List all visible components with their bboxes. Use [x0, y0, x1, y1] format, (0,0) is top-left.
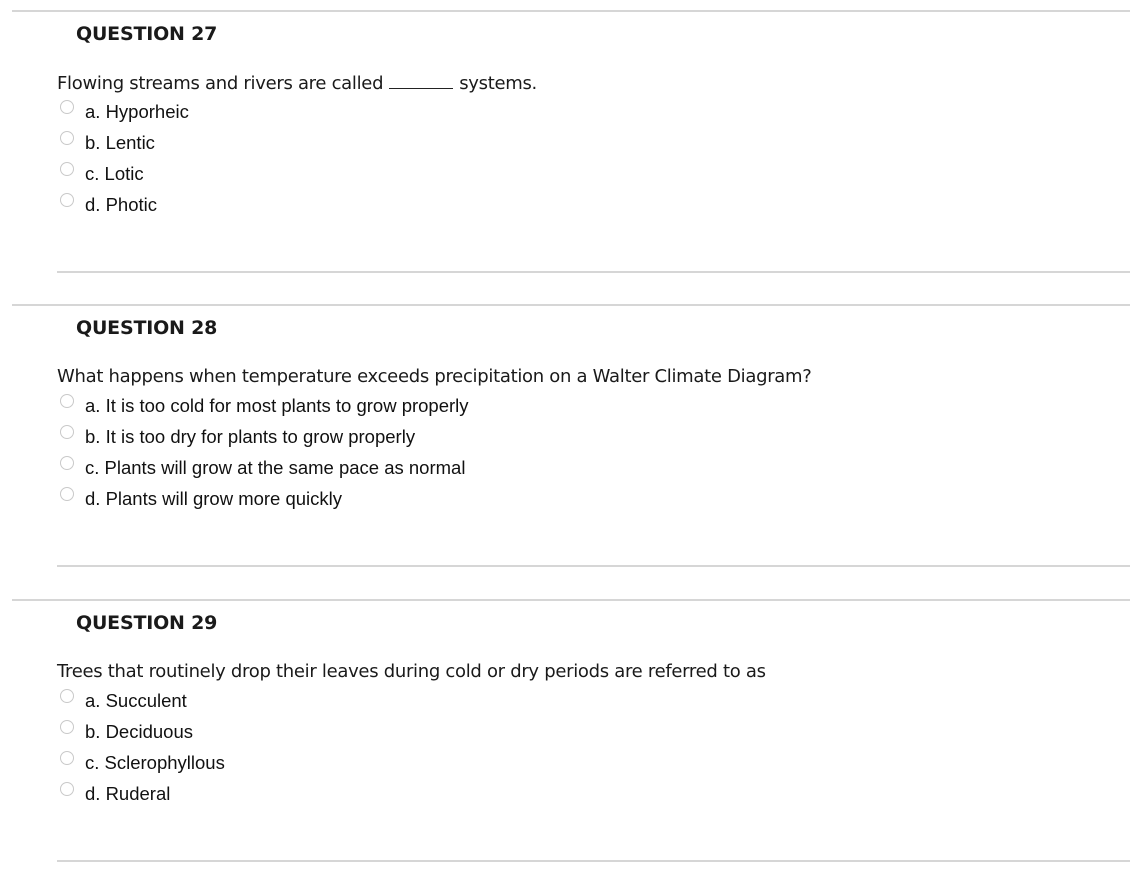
radio-button[interactable] [60, 425, 74, 439]
divider [57, 860, 1130, 862]
option-label[interactable]: d. Plants will grow more quickly [85, 488, 343, 509]
question-29 [0, 589, 1130, 884]
question-title: QUESTION 28 [76, 317, 218, 339]
radio-button[interactable] [60, 162, 74, 176]
question-27 [0, 0, 1130, 295]
question-text-before: Flowing streams and rivers are called [57, 73, 384, 94]
radio-button[interactable] [60, 487, 74, 501]
divider [12, 10, 1130, 12]
divider [12, 599, 1130, 601]
question-text: Trees that routinely drop their leaves during cold or dry periods are referred to as [57, 661, 766, 682]
radio-button[interactable] [60, 720, 74, 734]
option-label[interactable]: c. Lotic [85, 163, 144, 184]
option-label[interactable]: a. It is too cold for most plants to grow properly [85, 395, 469, 416]
question-28 [0, 294, 1130, 589]
option-label[interactable]: a. Succulent [85, 690, 187, 711]
question-text [57, 72, 537, 94]
radio-button[interactable] [60, 394, 74, 408]
option-label[interactable]: b. Deciduous [85, 721, 193, 742]
option-label[interactable]: d. Ruderal [85, 783, 171, 804]
radio-button[interactable] [60, 193, 74, 207]
question-title: QUESTION 27 [76, 23, 218, 45]
option-label[interactable]: d. Photic [85, 194, 157, 215]
radio-button[interactable] [60, 456, 74, 470]
radio-button[interactable] [60, 131, 74, 145]
question-title: QUESTION 29 [76, 612, 218, 634]
question-text-after: systems. [459, 73, 537, 94]
radio-button[interactable] [60, 689, 74, 703]
divider [57, 271, 1130, 273]
blank-line [389, 72, 453, 89]
divider [57, 565, 1130, 567]
option-label[interactable]: b. It is too dry for plants to grow properly [85, 426, 416, 447]
question-text: What happens when temperature exceeds precipitation on a Walter Climate Diagram? [57, 366, 812, 387]
option-label[interactable]: c. Plants will grow at the same pace as normal [85, 457, 466, 478]
divider [12, 304, 1130, 306]
radio-button[interactable] [60, 782, 74, 796]
option-label[interactable]: c. Sclerophyllous [85, 752, 225, 773]
radio-button[interactable] [60, 751, 74, 765]
option-label[interactable]: a. Hyporheic [85, 101, 189, 122]
option-label[interactable]: b. Lentic [85, 132, 155, 153]
radio-button[interactable] [60, 100, 74, 114]
